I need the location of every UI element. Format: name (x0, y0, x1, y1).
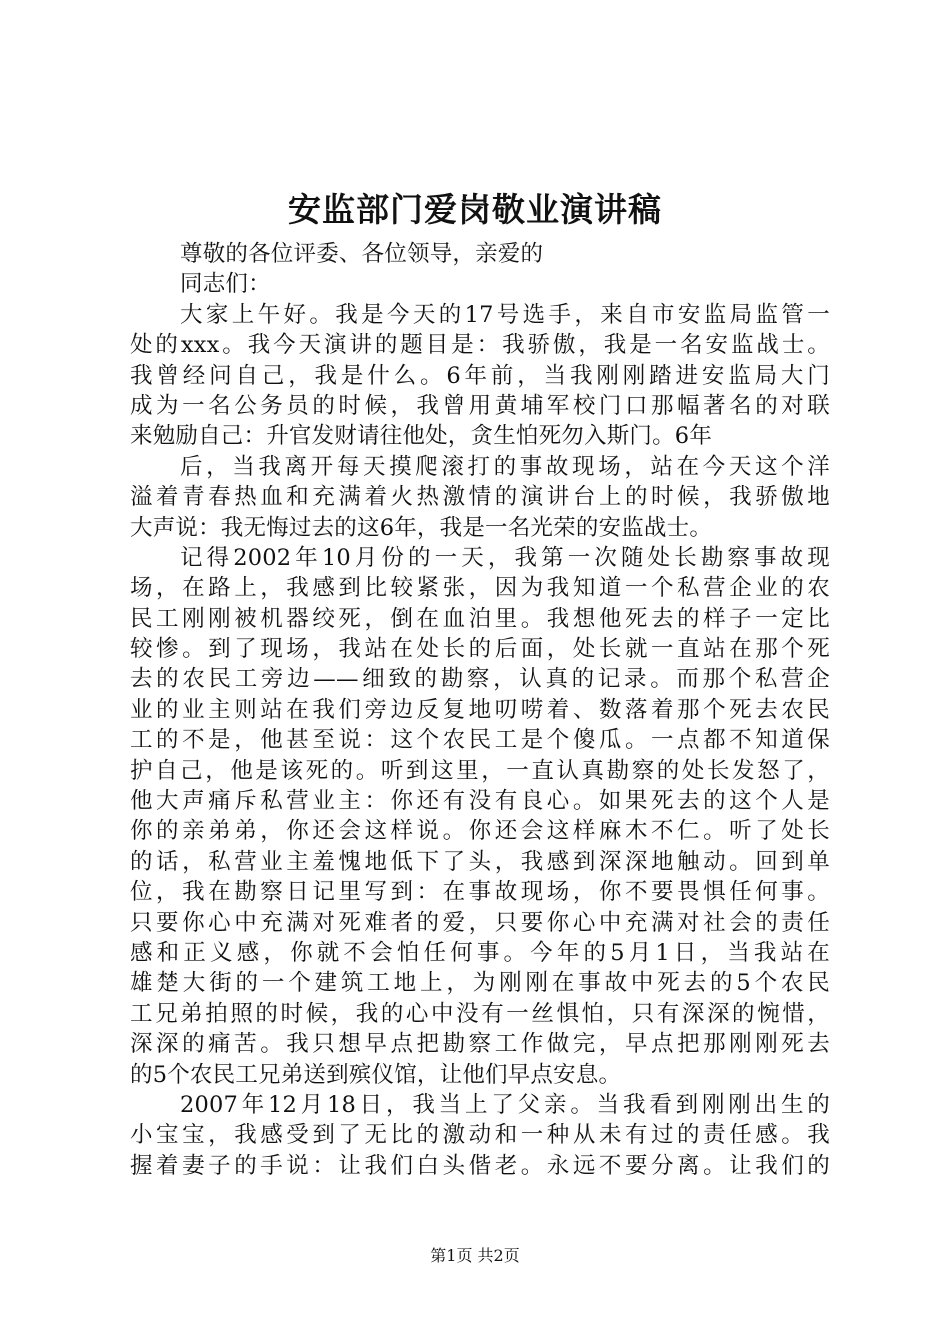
body-line: 成为一名公务员的时候，我曾用黄埔军校门口那幅著名的对联 (130, 392, 830, 419)
body-line: 深深的痛苦。我只想早点把勘察工作做完，早点把那刚刚死去 (130, 1031, 830, 1058)
body-line: 后，当我离开每天摸爬滚打的事故现场，站在今天这个洋 (180, 453, 830, 480)
body-line: 场，在路上，我感到比较紧张，因为我知道一个私营企业的农 (130, 575, 830, 602)
body-line: 的5个农民工兄弟送到殡仪馆，让他们早点安息。 (130, 1061, 622, 1088)
body-line: 我曾经问自己，我是什么。6年前，当我刚刚踏进安监局大门 (130, 362, 830, 389)
body-line: 小宝宝，我感受到了无比的激动和一种从未有过的责任感。我 (130, 1122, 830, 1149)
body-line: 雄楚大街的一个建筑工地上，为刚刚在事故中死去的5个农民 (130, 970, 830, 997)
body-line: 业的业主则站在我们旁边反复地叨唠着、数落着那个死去农民 (130, 696, 830, 723)
body-line: 的话，私营业主羞愧地低下了头，我感到深深地触动。回到单 (130, 848, 830, 875)
document-title: 安监部门爱岗敬业演讲稿 (288, 190, 662, 229)
body-line: 他大声痛斥私营业主：你还有没有良心。如果死去的这个人是 (130, 788, 830, 815)
page-footer: 第1页 共2页 (430, 1246, 520, 1265)
body-line: 大家上午好。我是今天的17号选手，来自市安监局监管一 (180, 301, 830, 328)
body-line: 同志们： (180, 271, 271, 298)
body-line: 大声说：我无悔过去的这6年，我是一名光荣的安监战士。 (130, 514, 713, 541)
body-line: 处的xxx。我今天演讲的题目是：我骄傲，我是一名安监战士。 (130, 332, 830, 359)
body-line: 工的不是，他甚至说：这个农民工是个傻瓜。一点都不知道保 (130, 727, 830, 754)
body-line: 2007年12月18日，我当上了父亲。当我看到刚刚出生的 (180, 1091, 830, 1118)
body-line: 民工刚刚被机器绞死，倒在血泊里。我想他死去的样子一定比 (130, 605, 830, 632)
body-line: 记得2002年10月份的一天，我第一次随处长勘察事故现 (180, 544, 830, 571)
body-line: 来勉励自己：升官发财请往他处，贪生怕死勿入斯门。6年 (130, 423, 713, 450)
body-line: 尊敬的各位评委、各位领导，亲爱的 (180, 241, 544, 267)
body-line: 握着妻子的手说：让我们白头偕老。永远不要分离。让我们的 (130, 1152, 830, 1179)
body-line: 位，我在勘察日记里写到：在事故现场，你不要畏惧任何事。 (130, 879, 830, 906)
body-line: 护自己，他是该死的。听到这里，一直认真勘察的处长发怒了， (130, 757, 830, 784)
body-line: 溢着青春热血和充满着火热激情的演讲台上的时候，我骄傲地 (130, 484, 830, 511)
body-line: 较惨。到了现场，我站在处长的后面，处长就一直站在那个死 (130, 636, 830, 663)
document-body (130, 239, 830, 1181)
body-line: 感和正义感，你就不会怕任何事。今年的5月1日，当我站在 (130, 939, 830, 966)
body-line: 去的农民工旁边——细致的勘察，认真的记录。而那个私营企 (130, 666, 830, 693)
body-line: 只要你心中充满对死难者的爱，只要你心中充满对社会的责任 (130, 909, 830, 936)
body-line: 工兄弟拍照的时候，我的心中没有一丝惧怕，只有深深的惋惜， (130, 1000, 830, 1027)
body-line: 你的亲弟弟，你还会这样说。你还会这样麻木不仁。听了处长 (130, 818, 830, 845)
